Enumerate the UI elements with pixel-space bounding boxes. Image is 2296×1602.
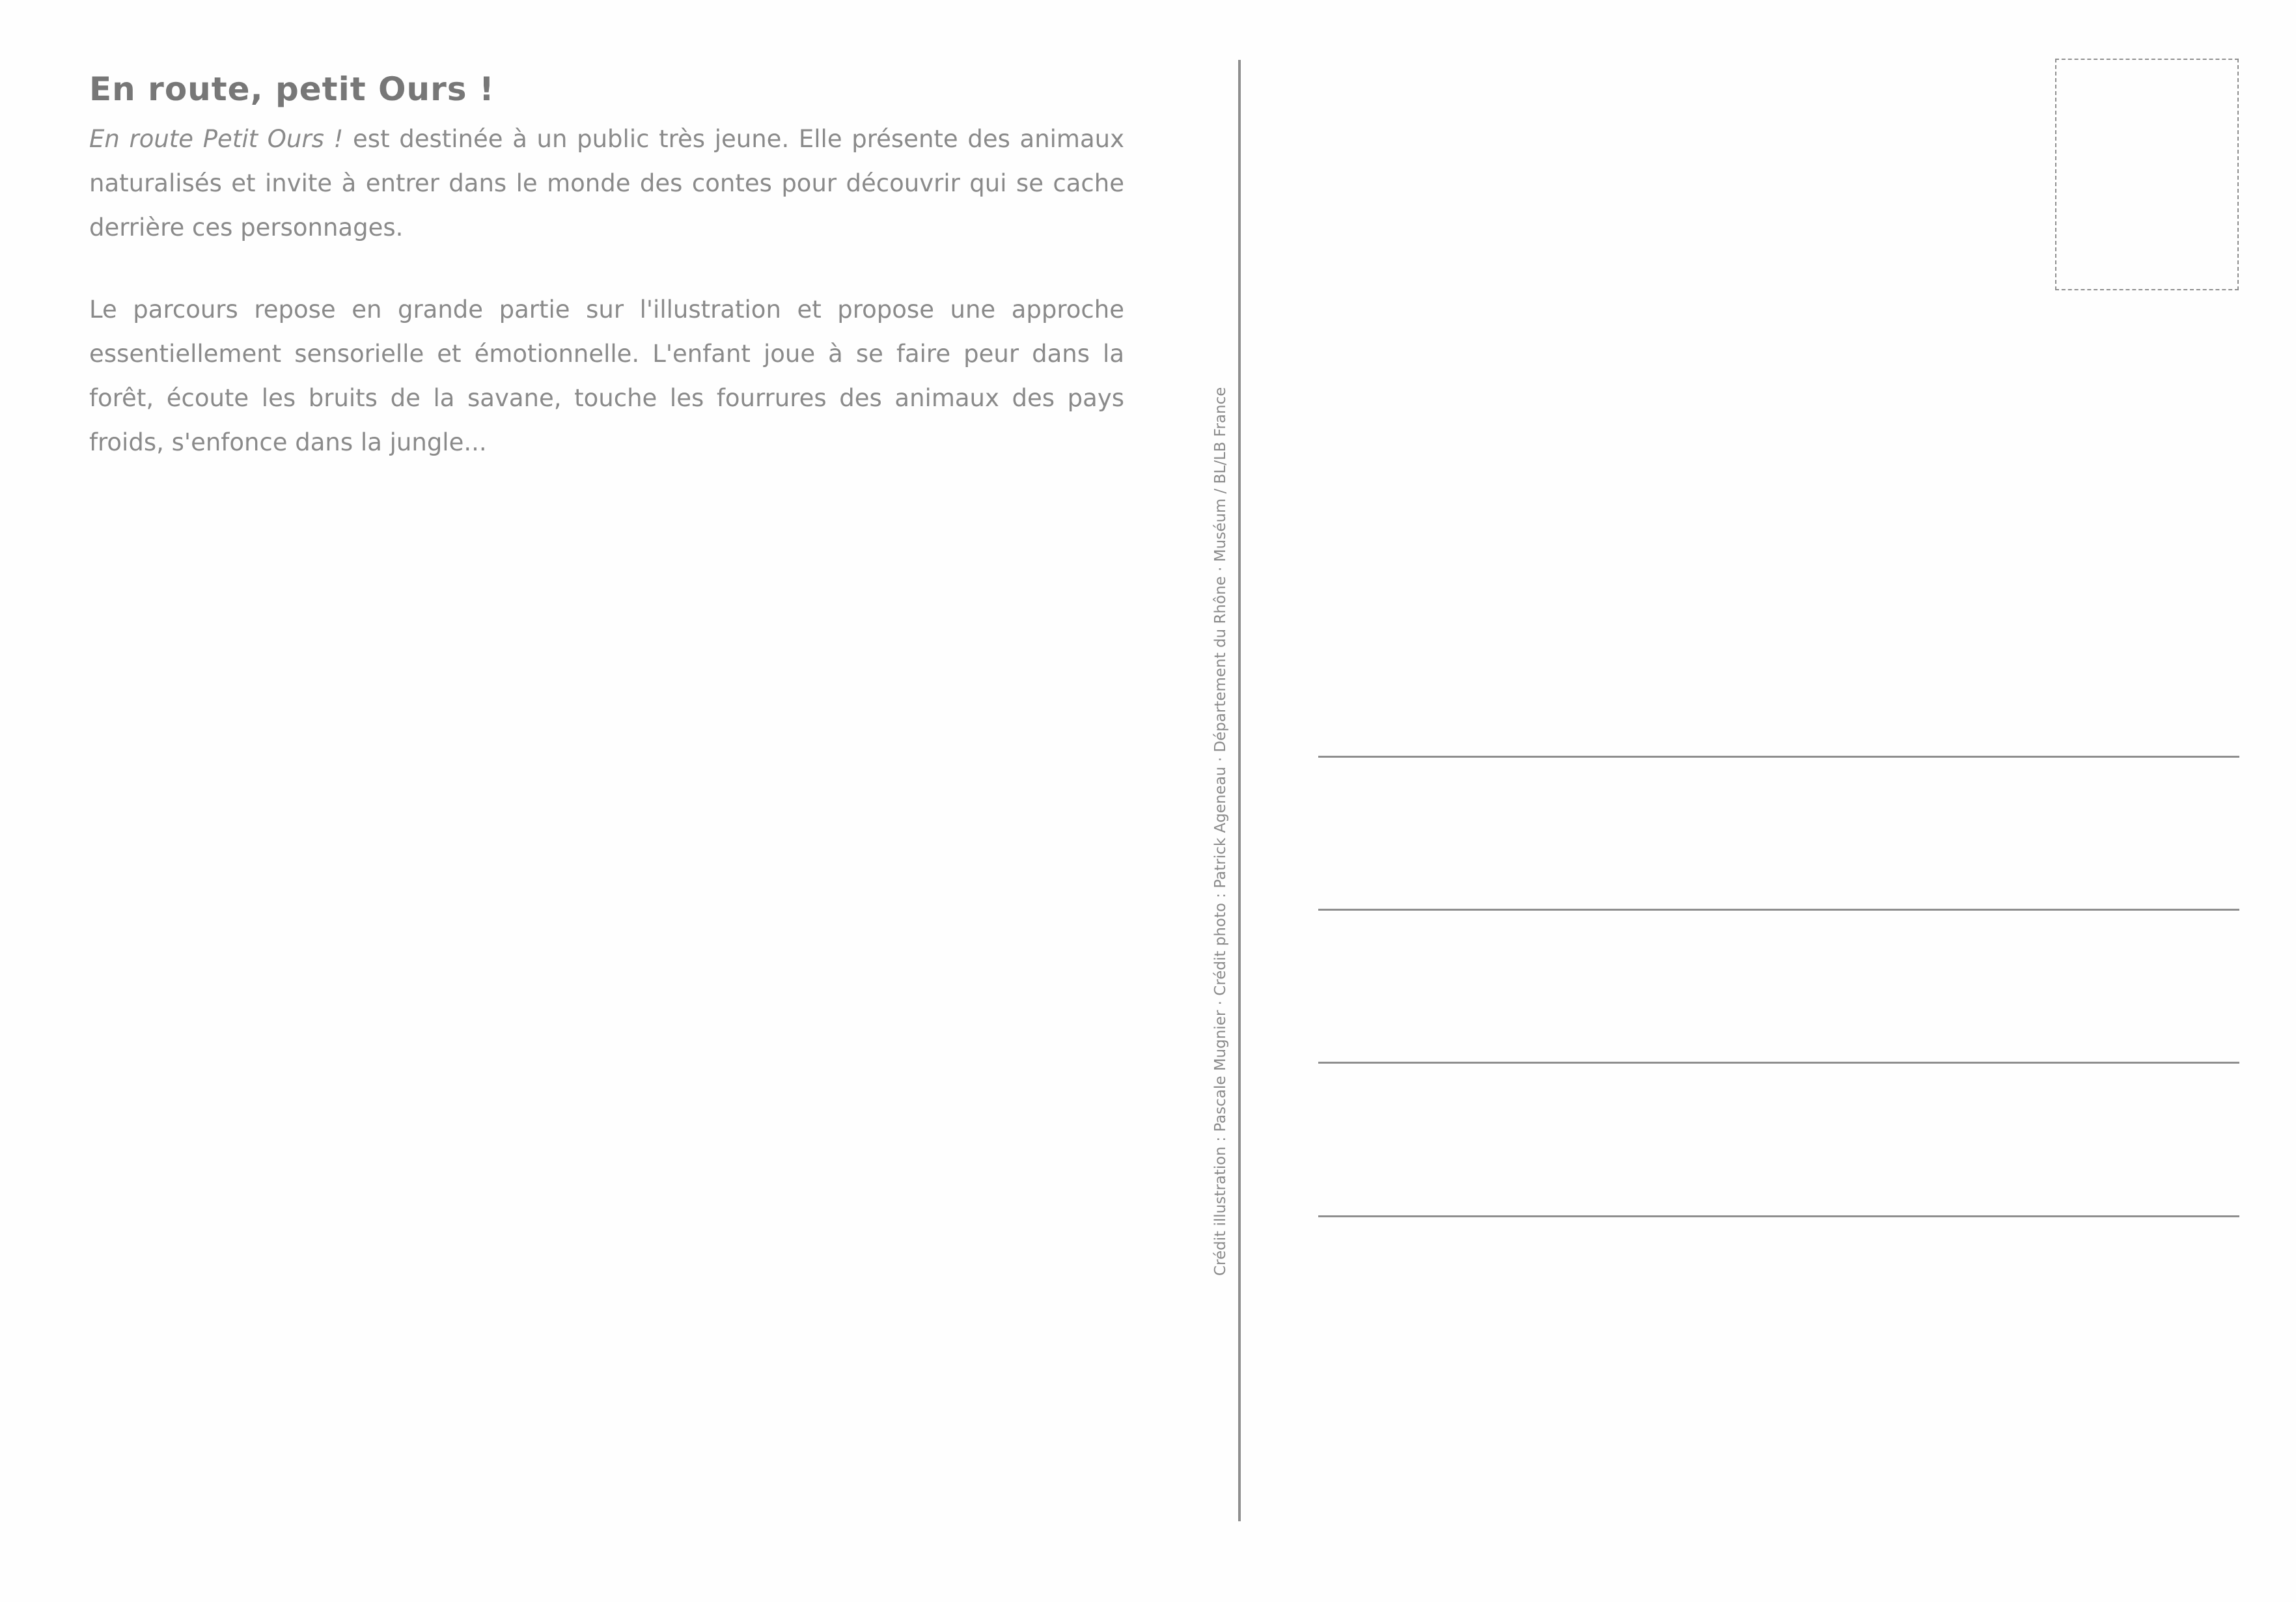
photo-credit: Crédit illustration : Pascale Mugnier · Crédit photo : Patrick Ageneau · Département du Rhône · Muséum / BL/LB France (1212, 387, 1229, 1276)
description-paragraph-2: Le parcours repose en grande partie sur l'illustration et propose une approche essentiellement sensorielle et émotionnelle. L'enfant joue à se faire peur dans la forêt, écoute les bruits de la savane, touche les fourrures des animaux des pays froids, s'enfonce dans la jungle... (89, 296, 1124, 456)
exhibit-name-italic: En route Petit Ours ! (89, 125, 344, 153)
description-paragraph-1 (89, 117, 1124, 250)
address-line-1 (1318, 756, 2239, 758)
address-line-3 (1318, 1062, 2239, 1064)
address-line-2 (1318, 909, 2239, 911)
stamp-box (2055, 59, 2239, 290)
address-line-4 (1318, 1215, 2239, 1217)
center-divider (1238, 60, 1241, 1521)
paragraph-1-text: est destinée à un public très jeune. Elle présente des animaux naturalisés et invite à entrer dans le monde des contes pour découvrir qui se cache derrière ces personnages. (89, 125, 1124, 242)
card-title: En route, petit Ours ! (89, 70, 495, 108)
